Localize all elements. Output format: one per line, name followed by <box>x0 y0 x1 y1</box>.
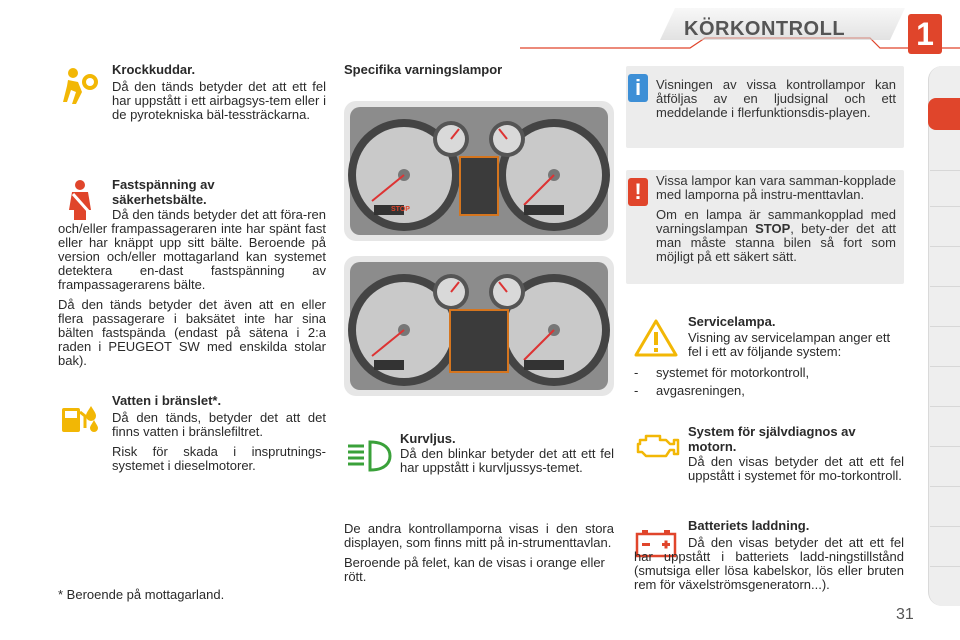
water-text-2: Risk för skada i insprutnings-systemet i dieselmotorer. <box>112 444 326 473</box>
side-tab-divider <box>930 566 960 567</box>
water-text-1: Då den tänds, betyder det att det finns vatten i bränslefiltret. <box>112 410 326 439</box>
diagnosis-text: Då den visas betyder det att ett fel uppstått i systemet för mo-torkontroll. <box>688 454 904 483</box>
page-number: 31 <box>896 606 914 623</box>
middle-bottom-text-1: De andra kontrollamporna visas i den stora displayen, som finns mitt på in-strumenttavlan. <box>344 521 614 550</box>
instrument-panel-image-2 <box>344 256 614 396</box>
warning-box <box>626 170 904 284</box>
side-tab-divider <box>930 366 960 367</box>
seatbelt-text-2: Då den tänds betyder det även att en eller flera passagerare i baksätet inte har sina bälten fastspända (endast på sätena i 2:a raden i PEUGEOT SW med enskilda stolar bak). <box>58 297 326 368</box>
service-title: Servicelampa. <box>688 314 776 329</box>
service-list-item: - avgasreningen, <box>634 383 745 398</box>
diagnosis-title: System för självdiagnos av motorn. <box>688 424 856 454</box>
side-tab-bar <box>928 66 960 606</box>
seatbelt-text-1: Då den tänds betyder det att föra-ren och/eller frampassageraren inte har spänt fast eller har knäppt upp sitt bälte. Beroende på version och/eller mottagarland kan systemet detektera en-dast fastspänning av frampassagerarens bälte. <box>58 207 326 292</box>
cornering-title: Kurvljus. <box>400 431 456 446</box>
info-icon: i <box>628 74 648 102</box>
seatbelt-title: Fastspänning av säkerhetsbälte. <box>112 177 215 207</box>
stop-keyword: STOP <box>755 221 791 236</box>
section-title: Specifika varningslampor <box>344 62 503 77</box>
battery-text-block <box>634 536 904 592</box>
water-title: Vatten i bränslet*. <box>112 393 222 408</box>
service-warning-triangle-icon <box>634 318 678 358</box>
side-tab-divider <box>930 486 960 487</box>
side-tab-divider <box>930 526 960 527</box>
footnote: * Beroende på mottagarland. <box>58 587 225 602</box>
service-list-item: - systemet för motorkontroll, <box>634 365 810 380</box>
cornering-text: Då den blinkar betyder det att ett fel har uppstått i kurvljussys-temet. <box>400 446 614 475</box>
warning-box-text-2 <box>656 208 896 264</box>
middle-bottom-text <box>344 522 614 584</box>
chapter-number: 1 <box>916 16 934 52</box>
water-text-block <box>112 411 326 473</box>
side-tab-divider <box>930 446 960 447</box>
chapter-title: KÖRKONTROLL <box>684 18 846 40</box>
info-box-text: Visningen av vissa kontrollampor kan åtföljas av en ljudsignal och ett meddelande i flerfunktionsdis-playen. <box>656 77 896 120</box>
warning-box-text-2-a: Om en lampa är sammankopplad med varningslampan <box>656 207 896 236</box>
middle-bottom-text-2: Beroende på felet, kan de visas i orange eller rött. <box>344 555 605 584</box>
info-box <box>626 66 904 148</box>
side-tab-divider <box>930 206 960 207</box>
warning-box-text-1: Vissa lampor kan vara samman-kopplade med lamporna på instru-menttavlan. <box>656 173 896 202</box>
side-tab-divider <box>930 406 960 407</box>
water-in-fuel-icon <box>58 398 102 438</box>
side-tab-divider <box>930 170 960 171</box>
instrument-panel-image-1 <box>344 101 614 241</box>
warning-box-text <box>656 174 896 264</box>
battery-text: Då den visas betyder det att ett fel har uppstått i batteriets ladd-ningstillstånd (smutsiga eller lösa kabelskor, lös eller bruten rem för växelströmsgeneratorn...). <box>634 535 904 592</box>
seatbelt-text-block <box>58 208 326 368</box>
warning-exclamation-icon: ! <box>628 178 648 206</box>
airbag-text: Då den tänds betyder det att ett fel har uppstått i ett airbagsys-tem eller i de pyrotekniska bäl-tessträckarna. <box>112 79 326 122</box>
cornering-light-icon <box>346 438 392 474</box>
airbag-warning-icon <box>58 64 102 108</box>
service-list <box>634 366 904 398</box>
side-tab-divider <box>930 246 960 247</box>
side-tab-divider <box>930 326 960 327</box>
side-tab-divider <box>930 286 960 287</box>
warning-box-text-2-b: , bety-der det att man måste stanna bilen så fort som möjligt på ett säkert sätt. <box>656 221 896 264</box>
service-text: Visning av servicelampan anger ett fel i ett av följande system: <box>688 330 891 359</box>
airbag-title: Krockkuddar. <box>112 62 196 77</box>
engine-check-icon <box>634 430 682 462</box>
side-tab-active[interactable] <box>928 98 960 130</box>
battery-title: Batteriets laddning. <box>688 518 810 533</box>
stop-warning-label: STOP <box>391 206 410 213</box>
